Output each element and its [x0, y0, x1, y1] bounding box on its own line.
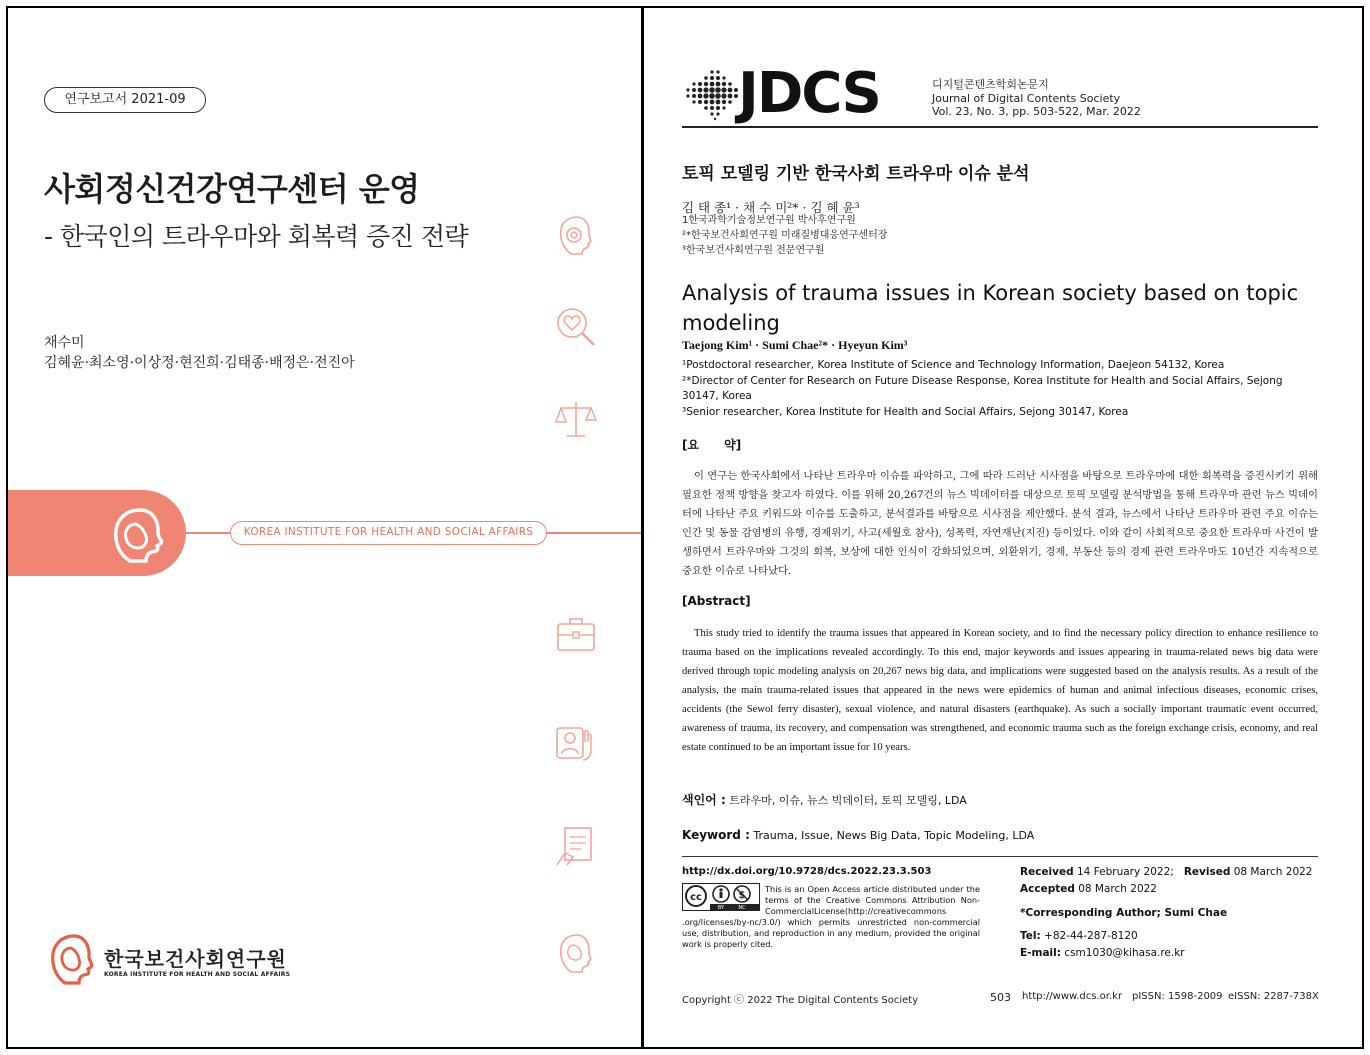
- tel-value: +82-44-287-8120: [1044, 930, 1138, 942]
- corresponding-author: *Corresponding Author; Sumi Chae: [1020, 907, 1228, 919]
- affiliation-korean: ³한국보건사회연구원 전문연구원: [682, 245, 825, 256]
- keywords-english-values: Trauma, Issue, News Big Data, Topic Modeling, LDA: [753, 829, 1035, 842]
- received-date: 14 February 2022;: [1076, 866, 1174, 878]
- accepted-date: 08 March 2022: [1078, 883, 1157, 895]
- org-name-korean: 한국보건사회연구원: [104, 947, 287, 971]
- header-rule: [682, 126, 1318, 128]
- affiliation-english: ²*Director of Center for Research on Future Disease Response, Korea Institute for Health and Social Affairs, Sejong 30147, Korea: [682, 375, 1283, 402]
- doi-link[interactable]: http://dx.doi.org/10.9728/dcs.2022.23.3.503: [682, 866, 932, 877]
- revised-date: 08 March 2022: [1233, 866, 1313, 878]
- lead-author: 채수미: [44, 335, 85, 351]
- email-line: [1020, 947, 1185, 959]
- received-label: Received: [1020, 866, 1074, 878]
- accepted-label: Accepted: [1020, 883, 1075, 895]
- scales-icon: [553, 396, 599, 442]
- kihasa-logo-icon: [44, 932, 100, 988]
- cover-title: 사회정신건강연구센터 운영: [44, 170, 420, 208]
- cover-subtitle: - 한국인의 트라우마와 회복력 증진 전략: [44, 222, 469, 251]
- email-value[interactable]: csm1030@kihasa.re.kr: [1064, 947, 1185, 959]
- paper-title-english: Analysis of trauma issues in Korean society based on topic modeling: [682, 281, 1299, 335]
- paper-title-korean: 토픽 모델링 기반 한국사회 트라우마 이슈 분석: [682, 164, 1030, 184]
- briefcase-icon: [553, 611, 599, 657]
- svg-text:$: $: [738, 890, 746, 901]
- head-profile-icon: [553, 213, 599, 259]
- report-number-badge: 연구보고서 2021-09: [44, 87, 206, 113]
- accepted-date-line: [1020, 883, 1157, 895]
- electronic-issn: eISSN: 2287-738X: [1228, 991, 1319, 1002]
- summary-heading: [요 약]: [682, 438, 742, 452]
- document-hand-icon: [553, 823, 599, 869]
- coauthors: 김혜윤·최소영·이상정·현진희·김태종·배정은·전진아: [44, 355, 355, 371]
- keywords-korean: [682, 791, 967, 808]
- org-name-english: KOREA INSTITUTE FOR HEALTH AND SOCIAL AFFAIRS: [104, 971, 291, 978]
- jdcs-dot-pattern-icon: [682, 68, 740, 122]
- journal-volume: Vol. 23, No. 3, pp. 503-522, Mar. 2022: [932, 105, 1141, 118]
- license-text: [682, 884, 980, 950]
- journal-logo: JDCS: [738, 61, 880, 126]
- revised-label: Revised: [1183, 866, 1231, 878]
- journal-paper: [642, 6, 1364, 1049]
- license-text-rest: .org/licenses/by-nc/3.0/) which permits unrestricted non-commercial use, distribution, and reproduction in any medium, provided the original work is properly cited.: [682, 917, 980, 949]
- summary-korean: 이 연구는 한국사회에서 나타난 트라우마 이슈를 파악하고, 그에 따라 드러난 시사점을 바탕으로 트라우마에 대한 회복력을 증진시키기 위해 필요한 정책 방향을 찾고자 하였다. 이를 위해 20,267건의 뉴스 빅데이터를 대상으로 토픽 모델링 분석방법을 통해 트라우마 관련 뉴스 빅데이터에 나타난 주요 키워드와 이슈를 도출하고, 분석결과를 바탕으로 시사점을 제안했다. 분석 결과, 뉴스에서 나타난 트라우마 관련 주요 이슈는 인간 및 동물 감염병의 유행, 경제위기, 사고(세월호 참사), 성폭력, 자연재난(지진) 등이었다. 이와 같이 사회적으로 중요한 트라우마 사건이 발생하면서 트라우마와 그것의 회복, 보상에 대한 인식이 강화되었으며, 외환위기, 경제, 부동산 등의 경제 관련 트라우마도 10년간 지속적으로 중요한 이슈로 나타났다.: [682, 470, 1318, 577]
- journal-name-english: Journal of Digital Contents Society: [932, 92, 1121, 105]
- abstract-heading: [Abstract]: [682, 594, 751, 608]
- affiliation-english: ¹Postdoctoral researcher, Korea Institute of Science and Technology Information, Daejeon 54132, Korea: [682, 359, 1225, 371]
- authors-english: Taejong Kim¹ · Sumi Chae²* · Hyeyun Kim³: [682, 338, 908, 352]
- footer-rule: [682, 856, 1318, 857]
- keywords-korean-values: 트라우마, 이슈, 뉴스 빅데이터, 토픽 모델링, LDA: [729, 794, 967, 807]
- email-label: E-mail:: [1020, 947, 1061, 959]
- affiliation-english: ³Senior researcher, Korea Institute for Health and Social Affairs, Sejong 30147, Korea: [682, 406, 1129, 418]
- tel-label: Tel:: [1020, 930, 1041, 942]
- people-hand-icon: [553, 720, 599, 766]
- report-cover: [6, 6, 643, 1049]
- head-outline-icon: [553, 931, 599, 977]
- copyright: Copyright ⓒ 2022 The Digital Contents Society: [682, 995, 919, 1006]
- head-profile-logo-icon: [106, 504, 170, 568]
- svg-text:NC: NC: [738, 905, 746, 911]
- journal-url[interactable]: http://www.dcs.or.kr: [1022, 991, 1123, 1002]
- affiliation-korean: ²*한국보건사회연구원 미래질병대응연구센터장: [682, 230, 888, 241]
- affiliation-korean: 1한국과학기술정보연구원 박사후연구원: [682, 215, 856, 226]
- abstract-english: This study tried to identify the trauma issues that appeared in Korean society, and to find the necessary policy direction to enhance resilience to trauma based on the implications revealed accordingly. To this end, major keywords and issues appearing in trauma-related news big data were derived through topic modeling analysis on 20,267 news big data, and implications were suggested based on the analysis results. As a result of the analysis, the main trauma-related issues that appeared in the news were epidemics of human and animal infectious diseases, economic crises, accidents (the Sewol ferry disaster), sexual violence, and natural disasters (earthquake). As such a socially important traumatic event occurred, awareness of trauma, its recovery, and compensation was strengthened, and economic trauma such as the foreign exchange crisis, economy, and real estate continued to be an important issue for 10 years.: [682, 628, 1318, 753]
- heart-magnifier-icon: [553, 304, 599, 350]
- institute-pill: KOREA INSTITUTE FOR HEALTH AND SOCIAL AFFAIRS: [230, 521, 547, 545]
- keywords-english-label: Keyword :: [682, 828, 750, 842]
- print-issn: pISSN: 1598-2009: [1132, 991, 1223, 1002]
- telephone-line: [1020, 930, 1138, 942]
- journal-name-korean: 디지털콘텐츠학회논문지: [932, 78, 1049, 91]
- license-text-first: This is an Open Access article distributed under the terms of the Creative Commons Attribution Non-CommercialLicense(http://creativecommons: [765, 884, 980, 916]
- keywords-english: [682, 828, 1034, 842]
- keywords-korean-label: 색인어 :: [682, 793, 726, 807]
- svg-text:BY: BY: [717, 905, 725, 911]
- page-number: 503: [990, 991, 1011, 1004]
- authors-korean: 김 태 종¹ · 채 수 미²* · 김 혜 윤³: [682, 200, 860, 215]
- svg-text:cc: cc: [690, 892, 702, 903]
- received-dates: [1020, 866, 1312, 878]
